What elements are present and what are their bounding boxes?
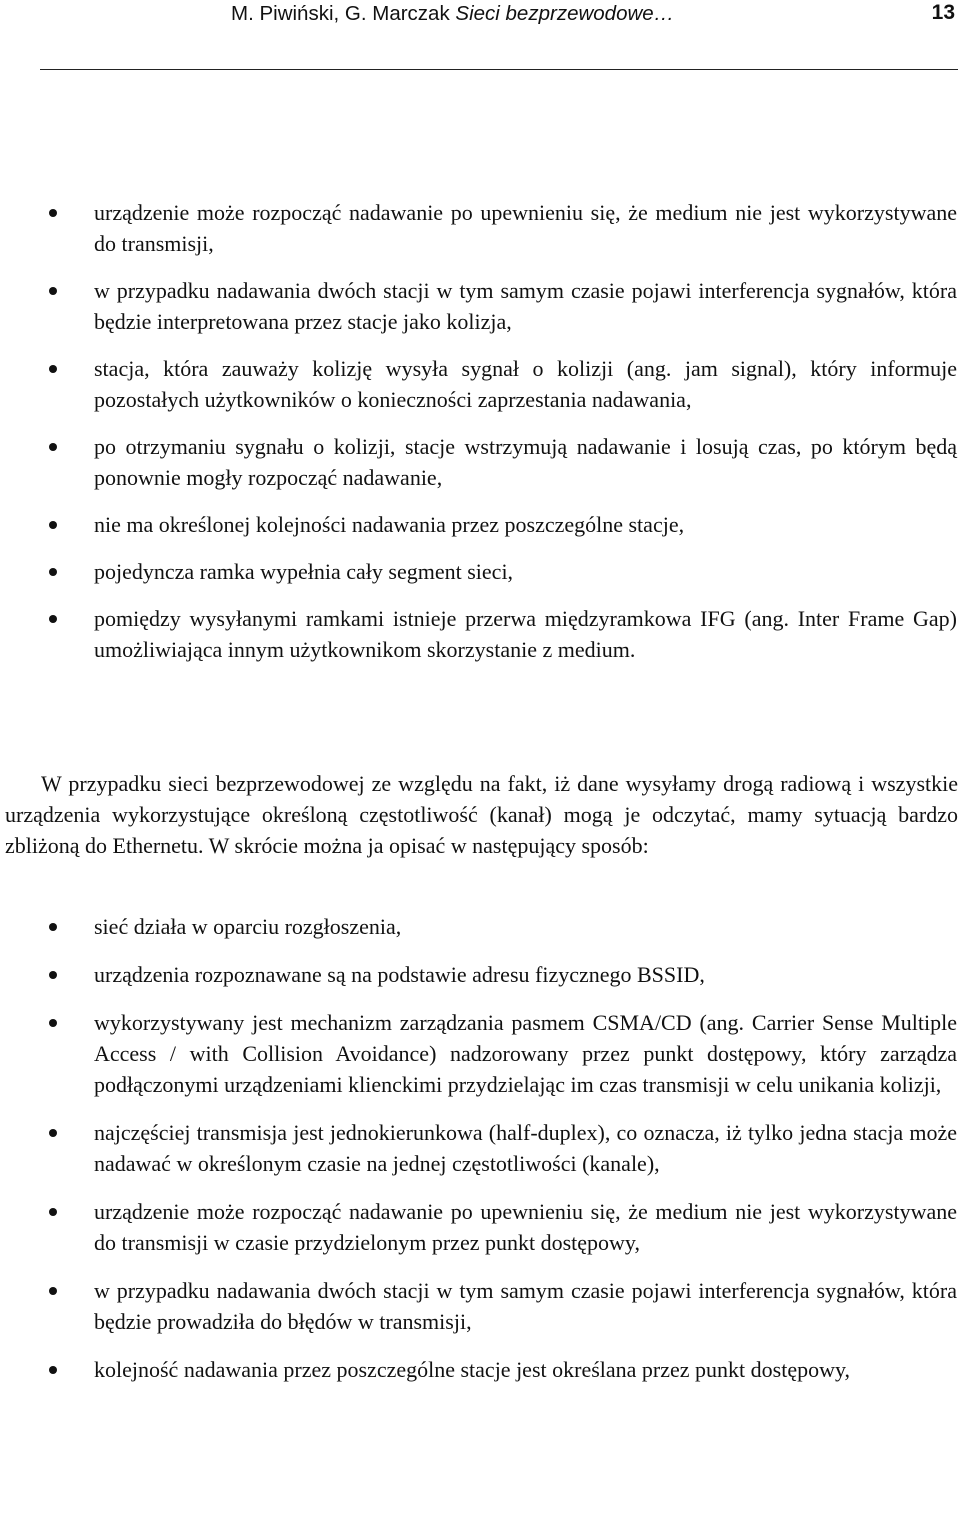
list-item [0,353,957,415]
bullet-icon [49,1019,57,1027]
bullet-icon [49,209,57,217]
bullet-list-2 [0,911,957,1402]
list-item-text: w przypadku nadawania dwóch stacji w tym samym czasie pojawi interferencja sygnałów, która będzie prowadziła do błędów w transmisji, [94,1278,957,1334]
bullet-icon [49,615,57,623]
list-item [0,1117,957,1179]
list-item [0,556,957,587]
header-rule [40,69,958,70]
bullet-icon [49,521,57,529]
header-title: Sieci bezprzewodowe… [455,2,675,25]
bullet-icon [49,1129,57,1137]
list-item-text: w przypadku nadawania dwóch stacji w tym samym czasie pojawi interferencja sygnałów, która będzie interpretowana przez stacje jako kolizja, [94,278,957,334]
page-number: 13 [931,1,955,24]
bullet-icon [49,1287,57,1295]
list-item-text: sieć działa w oparciu rozgłoszenia, [94,914,402,939]
bullet-list-1 [0,197,957,681]
body-paragraph: W przypadku sieci bezprzewodowej ze względu na fakt, iż dane wysyłamy drogą radiową i wszystkie urządzenia wykorzystujące określoną częstotliwość (kanał) mogą je odczytać, mamy sytuacją bardzo zbliżoną do Ethernetu. W skrócie można ja opisać w następujący sposób: [5,771,958,858]
list-item-text: pomiędzy wysyłanymi ramkami istnieje przerwa międzyramkowa IFG (ang. Inter Frame Gap) umożliwiająca innym użytkownikom skorzystanie z medium. [94,606,957,662]
list-item [0,603,957,665]
bullet-icon [49,443,57,451]
bullet-icon [49,568,57,576]
running-title [231,2,674,26]
list-item-text: nie ma określonej kolejności nadawania przez poszczególne stacje, [94,512,685,537]
list-item [0,1354,957,1385]
list-item-text: po otrzymaniu sygnału o kolizji, stacje wstrzymują nadawanie i losują czas, po którym będą ponownie mogły rozpocząć nadawanie, [94,434,957,490]
list-item-text: stacja, która zauważy kolizję wysyła sygnał o kolizji (ang. jam signal), który informuje pozostałych użytkowników o konieczności zaprzestania nadawania, [94,356,957,412]
header-authors: M. Piwiński, G. Marczak [231,2,450,25]
list-item [0,509,957,540]
list-item-text: pojedyncza ramka wypełnia cały segment sieci, [94,559,514,584]
list-item-text: kolejność nadawania przez poszczególne stacje jest określana przez punkt dostępowy, [94,1357,851,1382]
list-item-text: urządzenia rozpoznawane są na podstawie adresu fizycznego BSSID, [94,962,705,987]
bullet-icon [49,1366,57,1374]
list-item [0,197,957,259]
page-header [0,0,960,70]
bullet-icon [49,971,57,979]
list-item-text: najczęściej transmisja jest jednokierunkowa (half-duplex), co oznacza, iż tylko jedna stacja może nadawać w określonym czasie na jednej częstotliwości (kanale), [94,1120,957,1176]
list-item-text: urządzenie może rozpocząć nadawanie po upewnieniu się, że medium nie jest wykorzystywane do transmisji w czasie przydzielonym przez punkt dostępowy, [94,1199,957,1255]
bullet-icon [49,365,57,373]
list-item [0,911,957,942]
list-item [0,959,957,990]
list-item [0,1275,957,1337]
bullet-icon [49,1208,57,1216]
list-item-text: wykorzystywany jest mechanizm zarządzania pasmem CSMA/CD (ang. Carrier Sense Multiple Access / with Collision Avoidance) nadzorowany przez punkt dostępowy, który zarządza podłączonymi urządzeniami klienckimi przydzielając im czas transmisji w celu unikania kolizji, [94,1010,957,1097]
bullet-icon [49,287,57,295]
list-item [0,431,957,493]
list-item [0,1196,957,1258]
list-item [0,275,957,337]
bullet-icon [49,923,57,931]
list-item [0,1007,957,1100]
list-item-text: urządzenie może rozpocząć nadawanie po upewnieniu się, że medium nie jest wykorzystywane do transmisji, [94,200,957,256]
